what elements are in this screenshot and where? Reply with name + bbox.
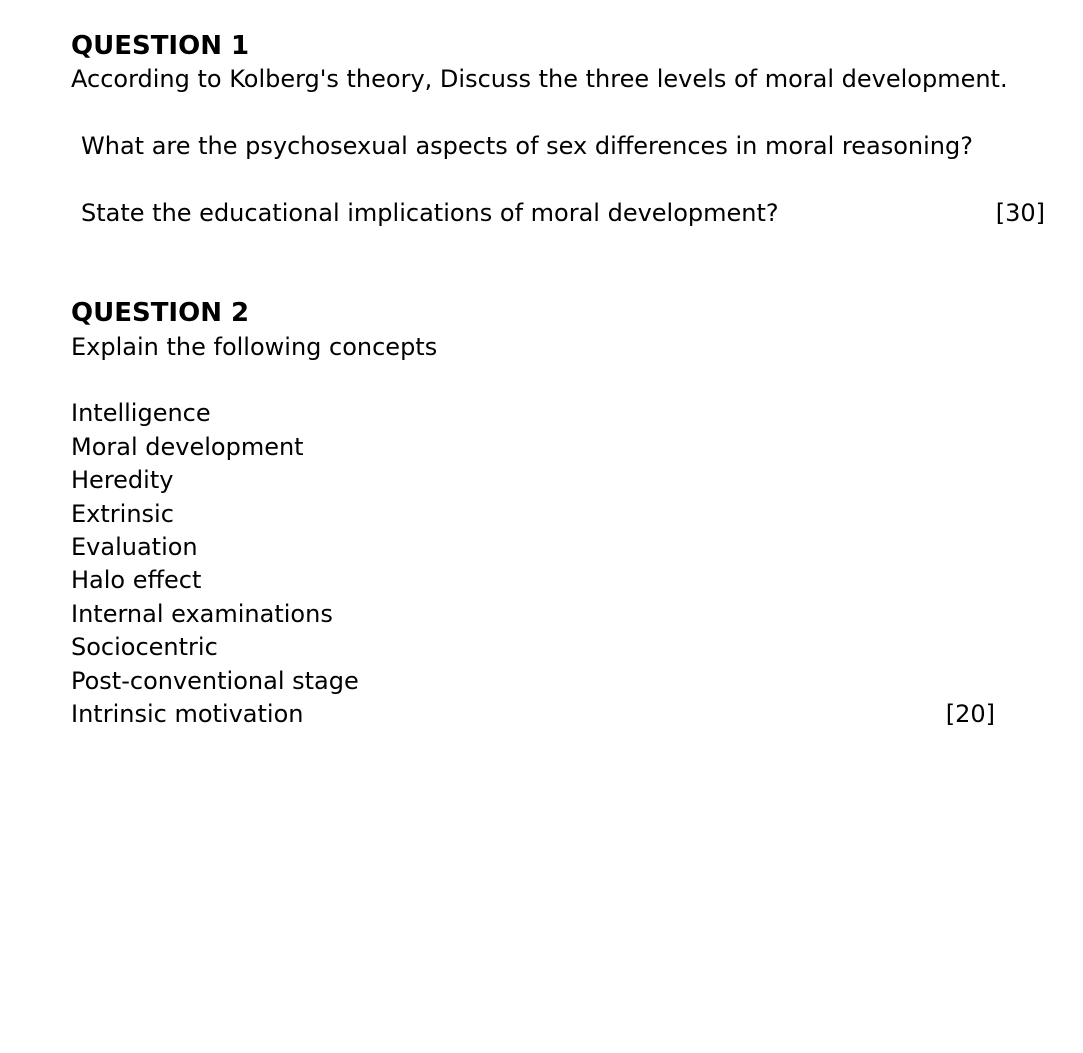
question-1-marks-badge: [30] [995, 199, 1045, 227]
question-2-heading: QUESTION 2 [71, 298, 250, 329]
concept-item: Intelligence [71, 399, 211, 428]
concept-item: Internal examinations [71, 599, 333, 628]
question-1-heading: QUESTION 1 [71, 31, 250, 61]
concept-item: Sociocentric [71, 633, 218, 662]
question-1-line-3 [71, 197, 1083, 230]
concept-item: Extrinsic [71, 499, 174, 528]
concept-item: Evaluation [71, 533, 198, 562]
concept-item-last [71, 698, 1083, 731]
concept-item: Heredity [71, 466, 174, 495]
concept-list [71, 397, 1083, 731]
question-1-line-3-text: State the educational implications of moral development? [81, 199, 779, 227]
concept-item: Post-conventional stage [71, 666, 359, 695]
question-2-intro: Explain the following concepts [71, 332, 438, 361]
concept-item-text: Intrinsic motivation [71, 700, 304, 729]
concept-item: Moral development [71, 432, 304, 461]
question-1-line-1: According to Kolberg's theory, Discuss the three levels of moral development. [71, 65, 1008, 94]
question-1-line-2: What are the psychosexual aspects of sex differences in moral reasoning? [81, 132, 973, 161]
question-2-marks-badge: [20] [945, 700, 995, 729]
concept-item: Halo effect [71, 566, 202, 595]
